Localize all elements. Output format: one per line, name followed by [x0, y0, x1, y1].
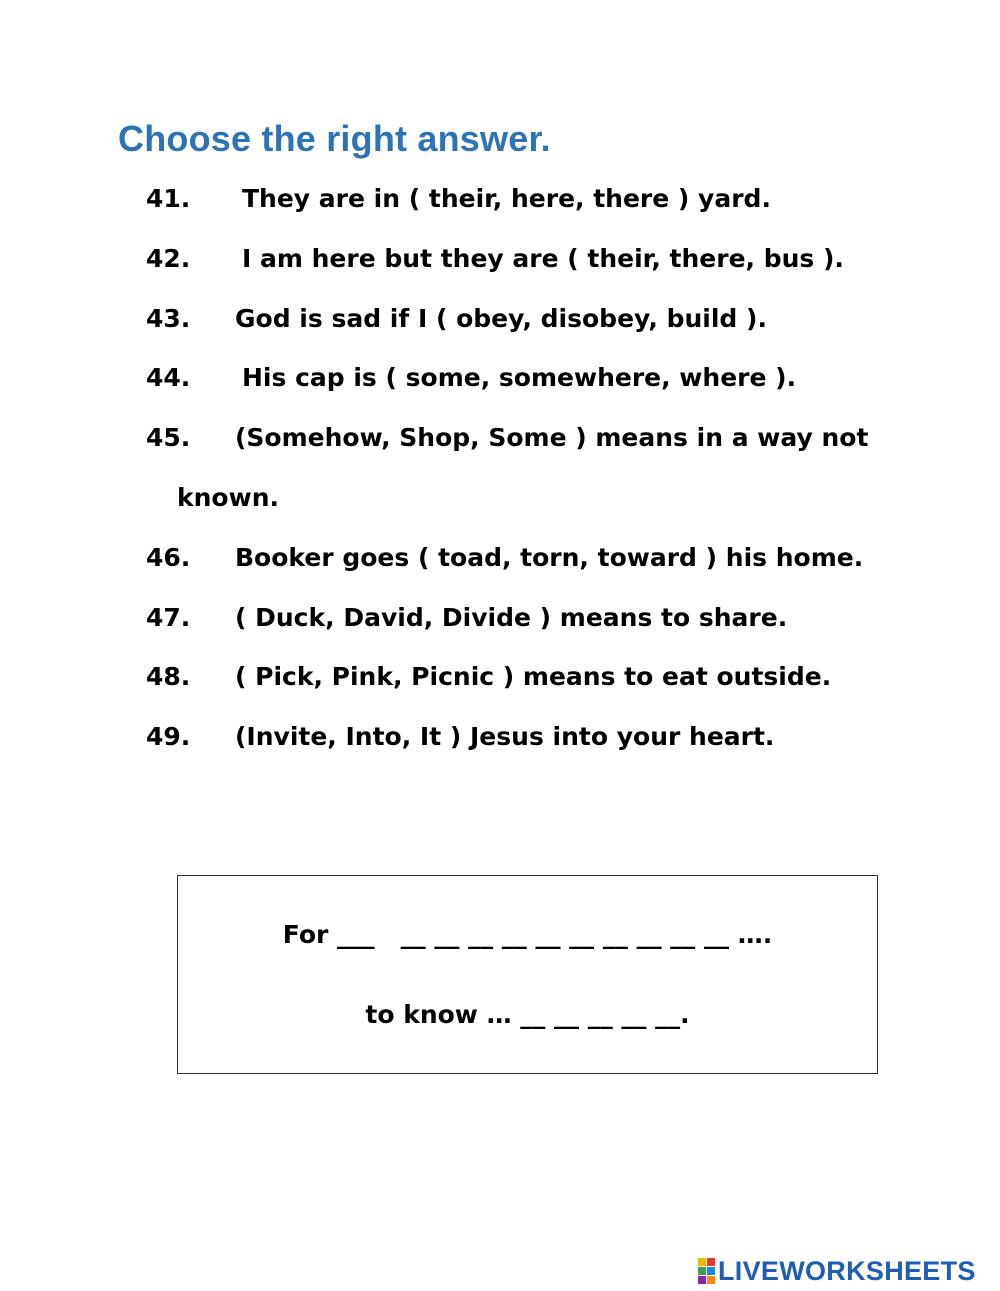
- question-text: His cap is ( some, somewhere, where ).: [242, 363, 797, 393]
- question-text: They are in ( their, here, there ) yard.: [242, 184, 771, 213]
- question-text: (Somehow, Shop, Some ) means in a way not: [235, 423, 869, 453]
- question-number: 49.: [146, 722, 191, 752]
- question-45: [0, 415, 1000, 475]
- question-number: 43.: [146, 303, 191, 333]
- question-49: [0, 714, 1000, 774]
- question-47: [0, 595, 1000, 655]
- question-number: 45.: [146, 423, 191, 453]
- page-title: Choose the right answer.: [118, 118, 551, 159]
- question-44: [0, 355, 1000, 415]
- question-number: 42.: [146, 243, 191, 273]
- question-number: 41.: [146, 184, 191, 213]
- question-43: [0, 296, 1000, 356]
- question-number: 48.: [146, 662, 191, 692]
- question-text: (Invite, Into, It ) Jesus into your heart.: [235, 722, 775, 752]
- liveworksheets-brand: [698, 1254, 976, 1288]
- question-number: 47.: [146, 602, 191, 632]
- question-number: 46.: [146, 542, 191, 572]
- question-list: [0, 176, 1000, 774]
- liveworksheets-logo-icon: [698, 1258, 715, 1284]
- question-text: ( Pick, Pink, Picnic ) means to eat outside.: [235, 662, 832, 692]
- question-48: [0, 654, 1000, 714]
- question-text: I am here but they are ( their, there, bus ).: [242, 243, 844, 273]
- question-number: 44.: [146, 363, 191, 393]
- brand-name: LIVEWORKSHEETS: [718, 1255, 976, 1286]
- puzzle-line-1: For ___ __ __ __ __ __ __ __ __ __ __ ….: [282, 920, 773, 949]
- question-text: Booker goes ( toad, torn, toward ) his home.: [235, 542, 864, 572]
- question-text: ( Duck, David, Divide ) means to share.: [235, 602, 788, 632]
- question-text-continuation: known.: [177, 482, 279, 512]
- puzzle-box: [177, 875, 878, 1074]
- question-text: God is sad if I ( obey, disobey, build ).: [235, 303, 767, 333]
- question-45-continuation: [0, 475, 1000, 535]
- puzzle-line-2: to know … __ __ __ __ __.: [365, 1000, 690, 1029]
- question-42: [0, 236, 1000, 296]
- question-46: [0, 535, 1000, 595]
- question-41: [0, 176, 1000, 236]
